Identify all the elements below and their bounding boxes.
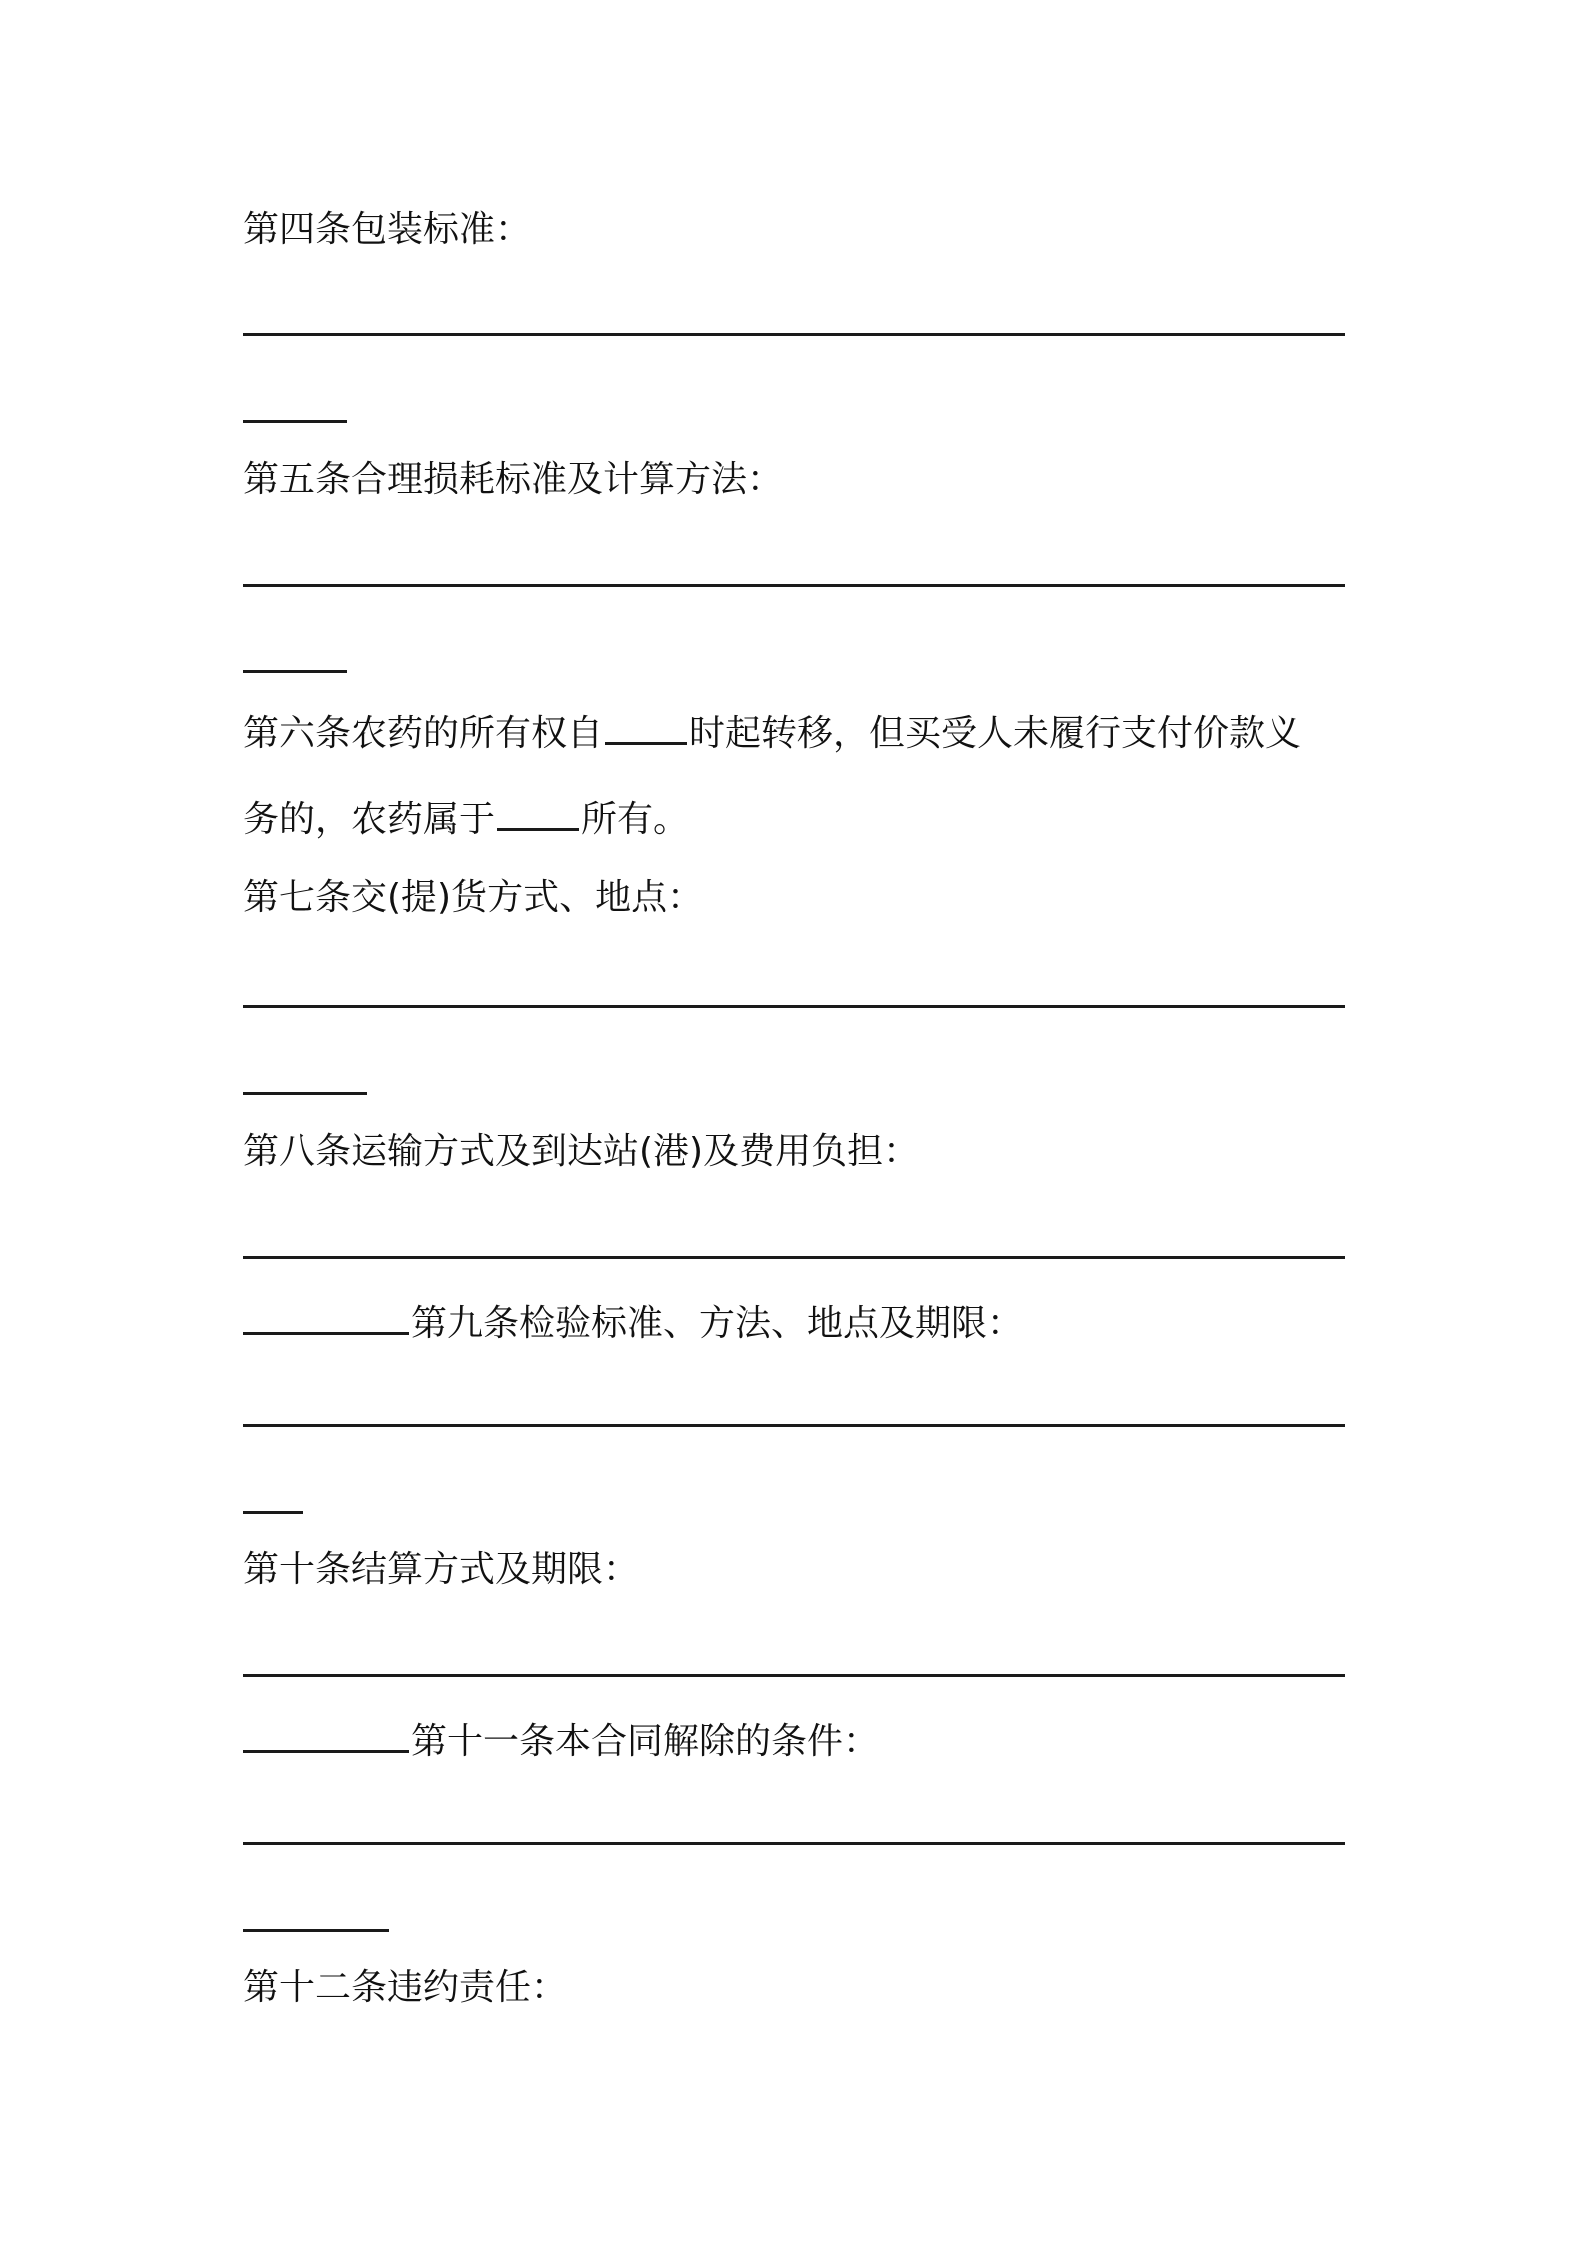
clause-12-title: 第十二条违约责任：	[243, 1967, 568, 2008]
clause-8-blank-line-1[interactable]	[243, 1256, 1345, 1259]
clause-10-blank-line-1[interactable]	[243, 1674, 1345, 1677]
clause-6-text-d: 所有。	[581, 799, 690, 840]
clause-6-ownership-time-blank[interactable]	[605, 708, 687, 745]
clause-8-blank-line-2[interactable]	[243, 1298, 409, 1335]
clause-6-text-c: 务的，农药属于	[243, 799, 496, 840]
clause-6-text-a: 第六条农药的所有权自	[243, 713, 604, 754]
clause-10-title: 第十条结算方式及期限：	[243, 1549, 640, 1590]
clause-11-blank-line-1[interactable]	[243, 1842, 1345, 1845]
clause-4-blank-line-1[interactable]	[243, 333, 1345, 336]
clause-10-blank-line-2[interactable]	[243, 1716, 409, 1753]
clause-6-owner-blank[interactable]	[497, 794, 579, 831]
clause-6-text-b: 时起转移，但买受人未履行支付价款义	[689, 713, 1302, 754]
clause-9-blank-line-2[interactable]	[243, 1511, 303, 1514]
clause-11-title: 第十一条本合同解除的条件：	[411, 1721, 880, 1762]
clause-9-title: 第九条检验标准、方法、地点及期限：	[411, 1303, 1024, 1344]
clause-7-title: 第七条交(提)货方式、地点：	[243, 877, 704, 918]
clause-5-blank-line-2[interactable]	[243, 670, 347, 673]
clause-5-title: 第五条合理损耗标准及计算方法：	[243, 459, 784, 500]
clause-9-blank-line-1[interactable]	[243, 1424, 1345, 1427]
clause-11-line	[243, 1716, 879, 1760]
clause-6-line-2	[243, 794, 689, 838]
clause-4-blank-line-2[interactable]	[243, 420, 347, 423]
clause-4-title: 第四条包装标准：	[243, 209, 532, 250]
clause-9-line	[243, 1298, 1023, 1342]
clause-7-blank-line-2[interactable]	[243, 1092, 367, 1095]
clause-5-blank-line-1[interactable]	[243, 584, 1345, 587]
clause-11-blank-line-2[interactable]	[243, 1929, 389, 1932]
clause-6-line-1	[243, 708, 1301, 752]
clause-7-blank-line-1[interactable]	[243, 1005, 1345, 1008]
clause-8-title: 第八条运输方式及到达站(港)及费用负担：	[243, 1131, 920, 1172]
